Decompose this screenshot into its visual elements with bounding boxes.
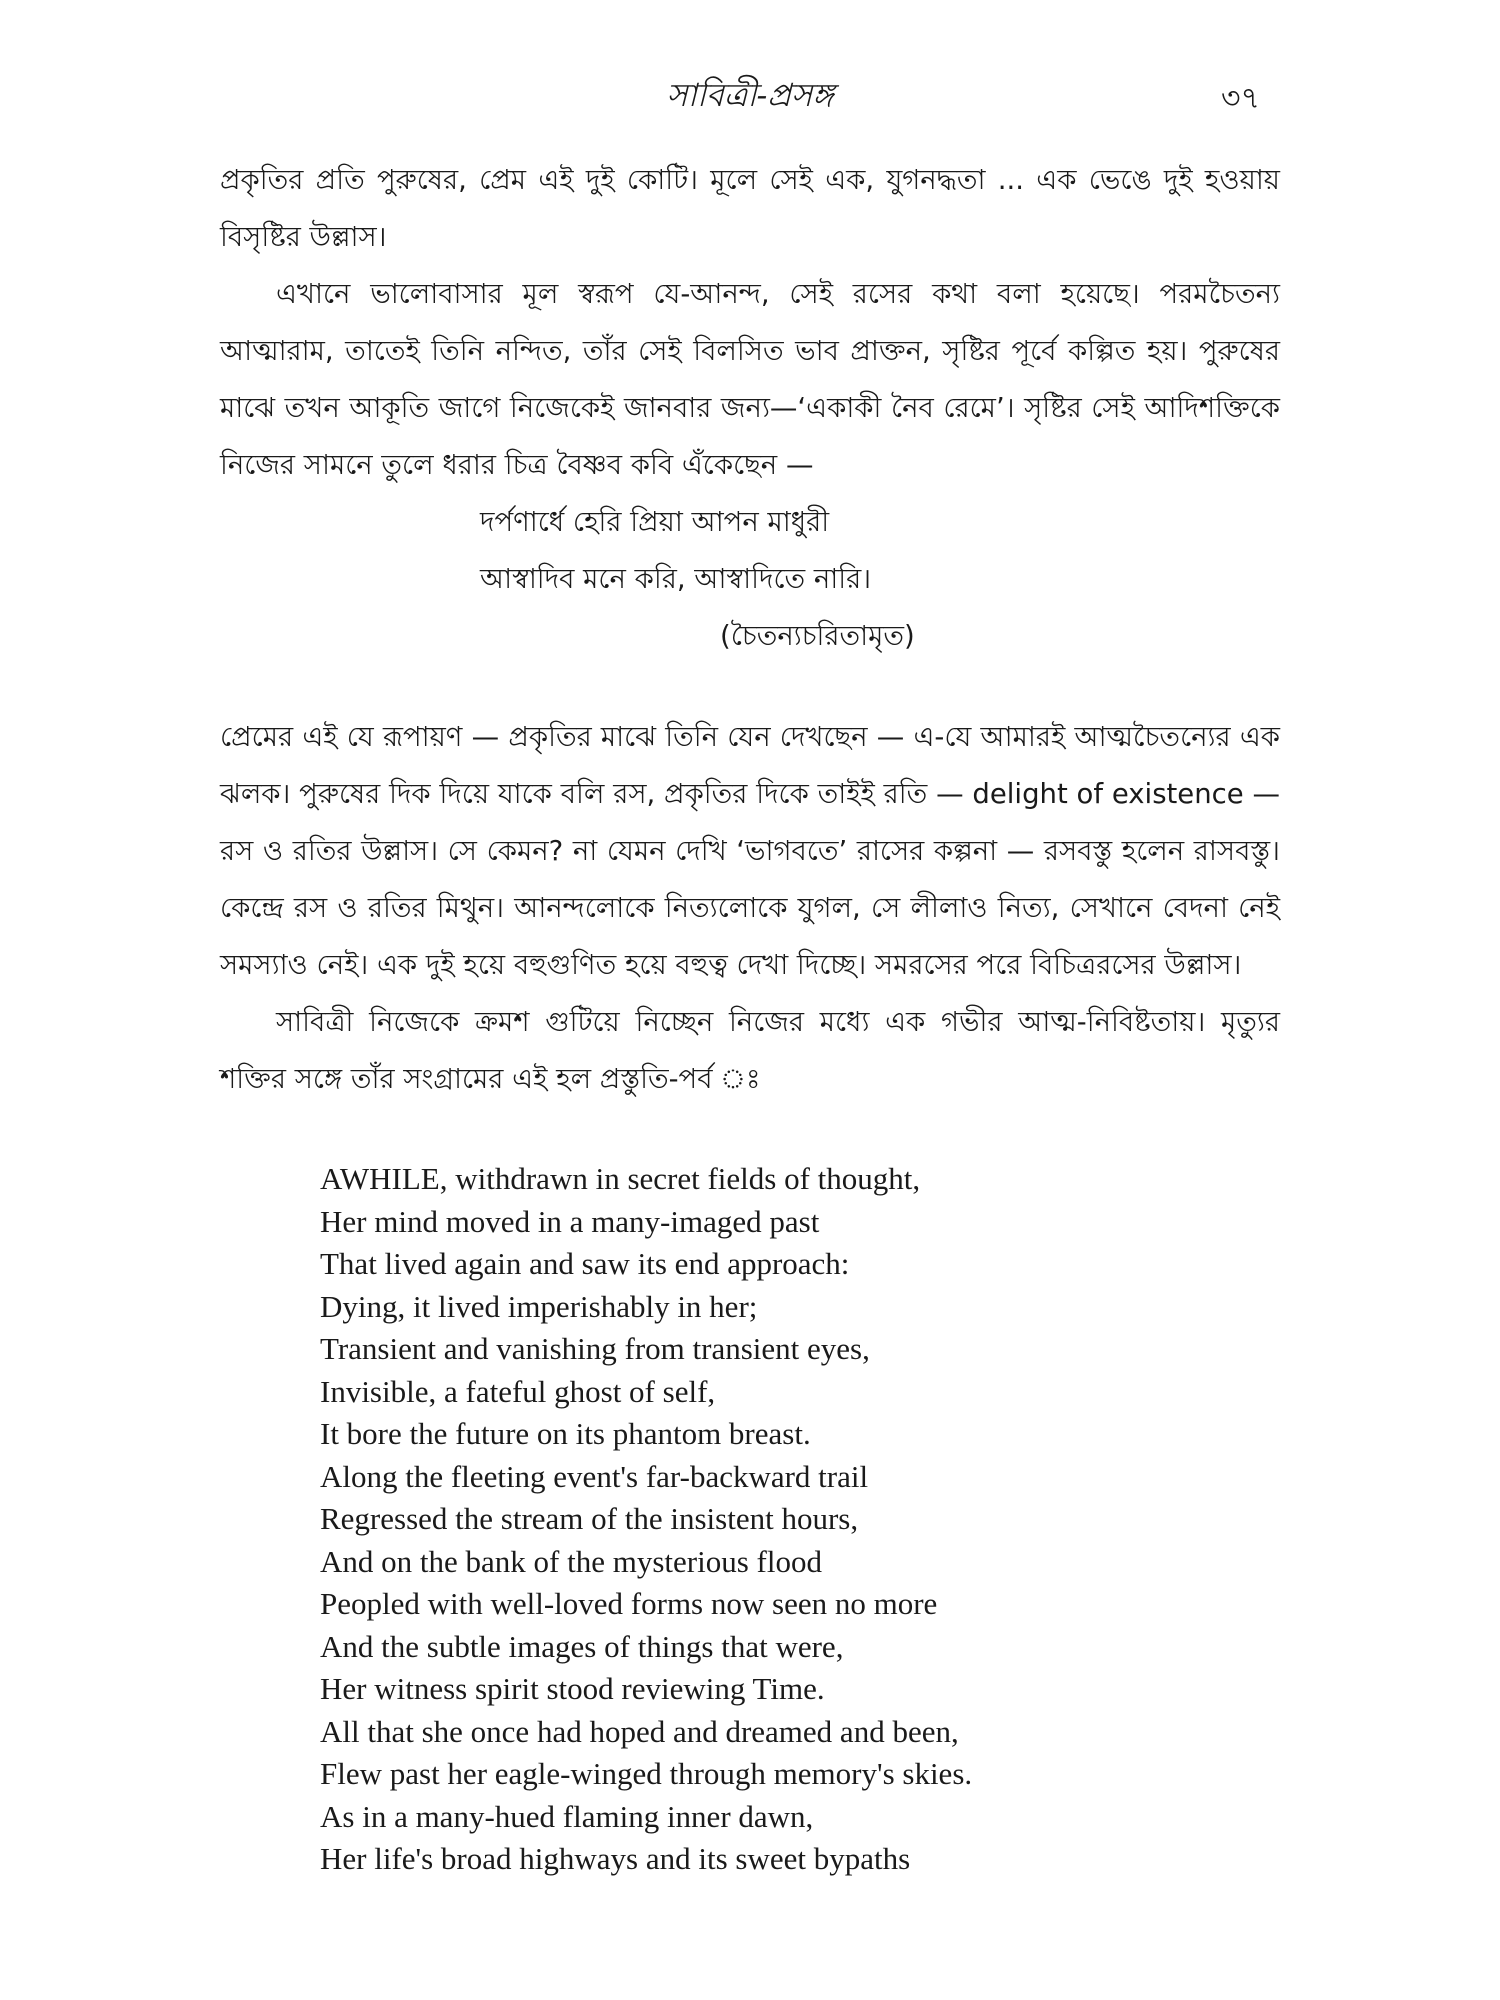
running-head [0,64,1500,124]
running-title: সাবিত্রী-প্রসঙ্গ [666,76,834,114]
poem-line: Flew past her eagle-winged through memory's skies. [320,1756,973,1791]
poem-line: Her life's broad highways and its sweet bypaths [320,1841,911,1876]
poem-line: Invisible, a fateful ghost of self, [320,1373,716,1409]
poem-line: All that she once had hoped and dreamed and been, [320,1713,959,1749]
poem-line: That lived again and saw its end approach: [320,1246,850,1281]
body-text [220,152,1280,1881]
paragraph-4: সাবিত্রী নিজেকে ক্রমশ গুটিয়ে নিচ্ছেন নিজের মধ্যে এক গভীর আত্ম-নিবিষ্টতায়। মৃত্যুর শক্তির সঙ্গে তাঁর সংগ্রামের এই হল প্রস্তুতি-পর্ব ঃ [220,1006,1280,1095]
spacer [220,1108,1280,1158]
poem-line: Her witness spirit stood reviewing Time. [320,1671,825,1706]
poem-line: Transient and vanishing from transient eyes, [320,1331,870,1366]
poem-line: AWHILE, withdrawn in secret fields of thought, [320,1161,921,1196]
verse-line: দর্পণার্ধে হেরি প্রিয়া আপন মাধুরী [480,506,830,538]
poem-line: And the subtle images of things that were, [320,1628,844,1664]
spacer [220,665,1280,709]
verse-source: (চৈতন্যচরিতামৃত) [720,620,915,652]
poem-line: And on the bank of the mysterious flood [320,1543,822,1579]
english-poem [320,1158,1280,1881]
poem-line: Regressed the stream of the insistent hours, [320,1501,859,1536]
paragraph-2: এখানে ভালোবাসার মূল স্বরূপ যে-আনন্দ, সেই রসের কথা বলা হয়েছে। পরমচৈতন্য আত্মারাম, তাতেই তিনি নন্দিত, তাঁর সেই বিলসিত ভাব প্রাক্তন, সৃষ্টির পূর্বে কল্পিত হয়। পুরুষের মাঝে তখন আকূতি জাগে নিজেকেই জানবার জন্য—‘একাকী নৈব রেমে’। সৃষ্টির সেই আদিশক্তিকে নিজের সামনে তুলে ধরার চিত্র বৈষ্ণব কবি এঁকেছেন — [220,278,1280,481]
poem-line: Her mind moved in a many-imaged past [320,1203,820,1239]
verse-line: আস্বাদিব মনে করি, আস্বাদিতে নারি। [480,563,872,595]
poem-line: Along the fleeting event's far-backward trail [320,1458,869,1494]
paragraph-3: প্রেমের এই যে রূপায়ণ — প্রকৃতির মাঝে তিনি যেন দেখছেন — এ-যে আমারই আত্মচৈতন্যের এক ঝলক। পুরুষের দিক দিয়ে যাকে বলি রস, প্রকৃতির দিকে তাইই রতি — delight of existence — রস ও রতির উল্লাস। সে কেমন? না যেমন দেখি ‘ভাগবতে’ রাসের কল্পনা — রসবস্তু হলেন রাসবস্তু। কেন্দ্রে রস ও রতির মিথুন। আনন্দলোকে নিত্যলোকে যুগল, সে লীলাও নিত্য, সেখানে বেদনা নেই সমস্যাও নেই। এক দুই হয়ে বহুগুণিত হয়ে বহুত্ব দেখা দিচ্ছে। সমরসের পরে বিচিত্ররসের উল্লাস। [220,721,1280,981]
paragraph-1: প্রকৃতির প্রতি পুরুষের, প্রেম এই দুই কোটি। মূলে সেই এক, যুগনদ্ধতা ... এক ভেঙে দুই হওয়ায় বিসৃষ্টির উল্লাস। [220,164,1280,253]
poem-line: Peopled with well-loved forms now seen no more [320,1586,938,1621]
poem-line: Dying, it lived imperishably in her; [320,1288,758,1324]
page-number: ৩৭ [1220,81,1260,116]
verse-quote [480,494,1280,665]
poem-line: As in a many-hued flaming inner dawn, [320,1798,814,1834]
poem-line: It bore the future on its phantom breast. [320,1416,811,1451]
